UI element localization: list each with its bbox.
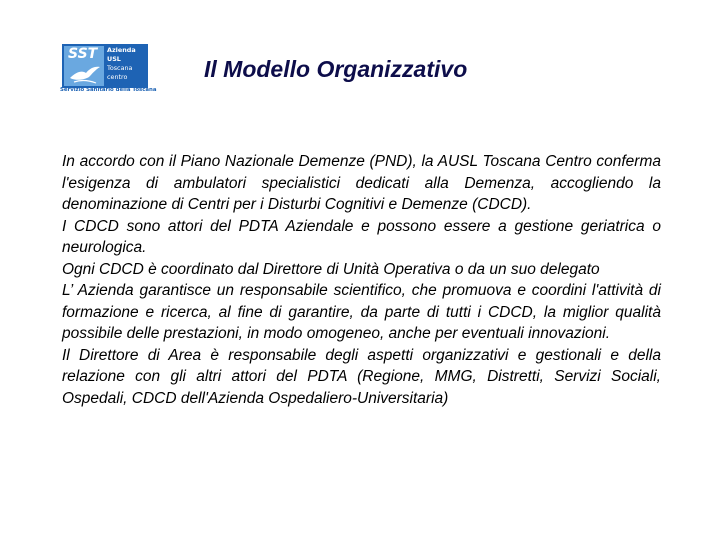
body-paragraph: In accordo con il Piano Nazionale Demenze (PND), la AUSL Toscana Centro conferma l'esigenza di ambulatori specialistici dedicati alla Demenza, accogliendo la denominazione di Centri per i Disturbi Cognitivi e Demenze (CDCD). xyxy=(62,153,661,213)
slide-body xyxy=(62,151,661,409)
logo-emblem xyxy=(64,46,104,86)
body-paragraph: L’ Azienda garantisce un responsabile scientifico, che promuova e coordini l'attività di formazione e ricerca, al fine di garantire, da parte di tutti i CDCD, la miglior qualità possibile delle prestazioni, in modo omogeneo, anche per eventuali innovazioni. xyxy=(62,282,661,342)
body-paragraph: Il Direttore di Area è responsabile degli aspetti organizzativi e gestionali e della relazione con gli altri attori del PDTA (Regione, MMG, Distretti, Servizi Sociali, Ospedali, CDCD dell'Azienda Ospedaliero-Universitaria) xyxy=(62,346,661,407)
logo-line: centro xyxy=(107,73,128,81)
logo-tagline: Servizio Sanitario della Toscana xyxy=(60,87,157,93)
body-paragraph: I CDCD sono attori del PDTA Aziendale e possono essere a gestione geriatrica o neurologica. xyxy=(62,217,661,256)
ausl-logo xyxy=(60,44,157,94)
body-paragraph: Ogni CDCD è coordinato dal Direttore di Unità Operativa o da un suo delegato xyxy=(62,260,600,278)
slide-title: Il Modello Organizzativo xyxy=(204,56,468,82)
logo-box xyxy=(62,44,148,88)
logo-text xyxy=(107,46,136,82)
logo-line: Toscana xyxy=(107,64,133,72)
logo-mark: SST xyxy=(68,46,98,62)
bird-icon xyxy=(68,58,102,86)
logo-line: USL xyxy=(107,55,121,63)
logo-line: Azienda xyxy=(107,46,136,54)
